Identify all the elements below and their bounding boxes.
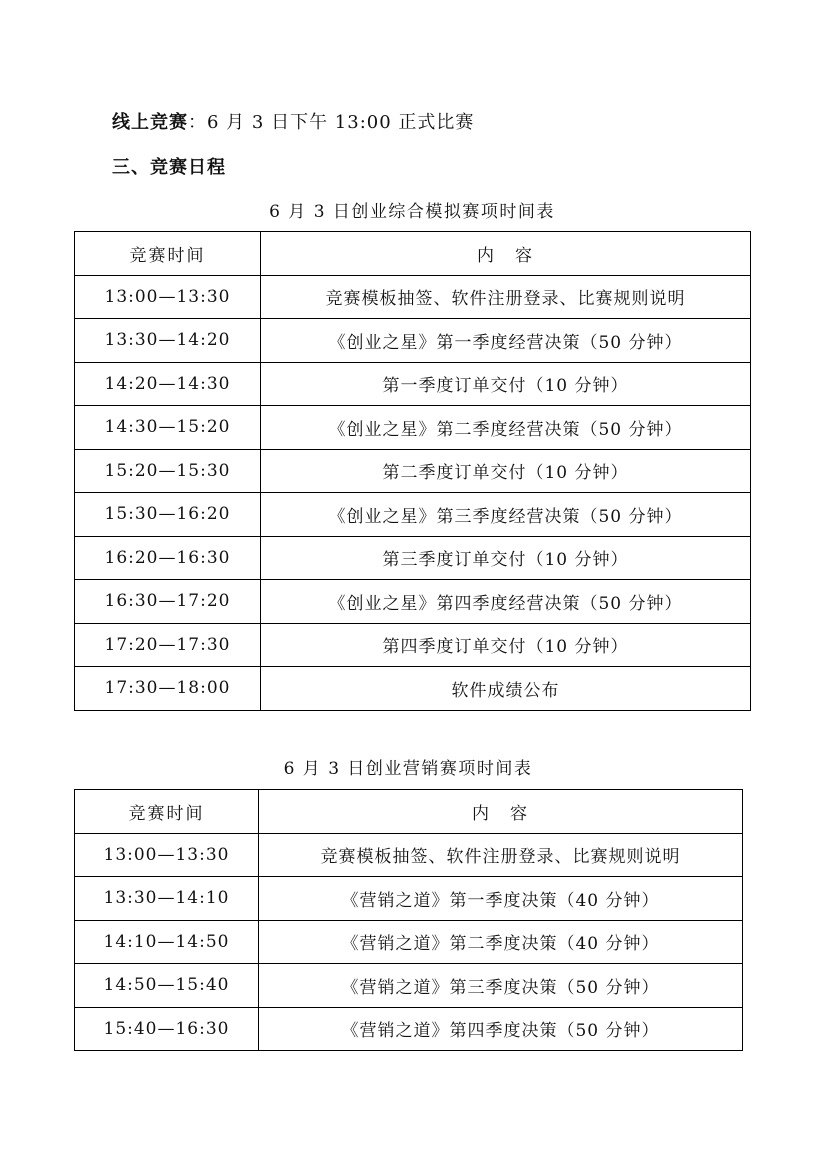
content-cell: 《创业之星》第三季度经营决策（50 分钟） <box>261 493 751 537</box>
content-cell: 《营销之道》第一季度决策（40 分钟） <box>259 877 743 921</box>
time-cell: 17:30—18:00 <box>75 667 261 711</box>
content-cell: 第二季度订单交付（10 分钟） <box>261 449 751 493</box>
online-competition-line <box>112 108 474 134</box>
content-cell: 第三季度订单交付（10 分钟） <box>261 536 751 580</box>
table-row <box>75 667 751 711</box>
schedule-table-1-body <box>75 232 751 711</box>
header-time: 竞赛时间 <box>75 232 261 276</box>
header-content: 内 容 <box>261 232 751 276</box>
time-cell: 14:20—14:30 <box>75 362 261 406</box>
schedule-table-2 <box>74 789 743 1051</box>
section-heading: 三、竞赛日程 <box>112 157 226 178</box>
content-cell: 《营销之道》第二季度决策（40 分钟） <box>259 920 743 964</box>
content-cell: 《营销之道》第三季度决策（50 分钟） <box>259 964 743 1008</box>
table-row <box>75 833 743 877</box>
table2-title: 6 月 3 日创业营销赛项时间表 <box>283 759 533 779</box>
table-row <box>75 536 751 580</box>
content-cell: 软件成绩公布 <box>261 667 751 711</box>
table-row <box>75 920 743 964</box>
time-cell: 15:30—16:20 <box>75 493 261 537</box>
schedule-table-1 <box>74 231 751 711</box>
table-row <box>75 319 751 363</box>
header-row <box>75 790 743 834</box>
content-cell: 《创业之星》第二季度经营决策（50 分钟） <box>261 406 751 450</box>
table-row <box>75 406 751 450</box>
table-row <box>75 580 751 624</box>
table1-title: 6 月 3 日创业综合模拟赛项时间表 <box>269 202 555 222</box>
table-row <box>75 1007 743 1051</box>
schedule-table-2-body <box>75 790 743 1051</box>
time-cell: 17:20—17:30 <box>75 623 261 667</box>
time-cell: 14:10—14:50 <box>75 920 259 964</box>
table-row <box>75 964 743 1008</box>
content-cell: 竞赛模板抽签、软件注册登录、比赛规则说明 <box>261 275 751 319</box>
colon: ： <box>188 112 207 133</box>
time-cell: 13:30—14:10 <box>75 877 259 921</box>
header-content: 内 容 <box>259 790 743 834</box>
time-cell: 15:20—15:30 <box>75 449 261 493</box>
content-cell: 第四季度订单交付（10 分钟） <box>261 623 751 667</box>
table-row <box>75 877 743 921</box>
header-row <box>75 232 751 276</box>
table-row <box>75 362 751 406</box>
time-cell: 13:30—14:20 <box>75 319 261 363</box>
table-row <box>75 275 751 319</box>
table-row <box>75 623 751 667</box>
time-cell: 14:30—15:20 <box>75 406 261 450</box>
content-cell: 《营销之道》第四季度决策（50 分钟） <box>259 1007 743 1051</box>
content-cell: 第一季度订单交付（10 分钟） <box>261 362 751 406</box>
time-cell: 13:00—13:30 <box>75 833 259 877</box>
table-row <box>75 493 751 537</box>
time-cell: 16:30—17:20 <box>75 580 261 624</box>
content-cell: 竞赛模板抽签、软件注册登录、比赛规则说明 <box>259 833 743 877</box>
table-row <box>75 449 751 493</box>
time-cell: 13:00—13:30 <box>75 275 261 319</box>
online-competition-label: 线上竞赛 <box>112 112 188 133</box>
content-cell: 《创业之星》第一季度经营决策（50 分钟） <box>261 319 751 363</box>
header-time: 竞赛时间 <box>75 790 259 834</box>
content-cell: 《创业之星》第四季度经营决策（50 分钟） <box>261 580 751 624</box>
time-cell: 15:40—16:30 <box>75 1007 259 1051</box>
time-cell: 14:50—15:40 <box>75 964 259 1008</box>
online-competition-text: 6 月 3 日下午 13:00 正式比赛 <box>207 112 475 133</box>
time-cell: 16:20—16:30 <box>75 536 261 580</box>
